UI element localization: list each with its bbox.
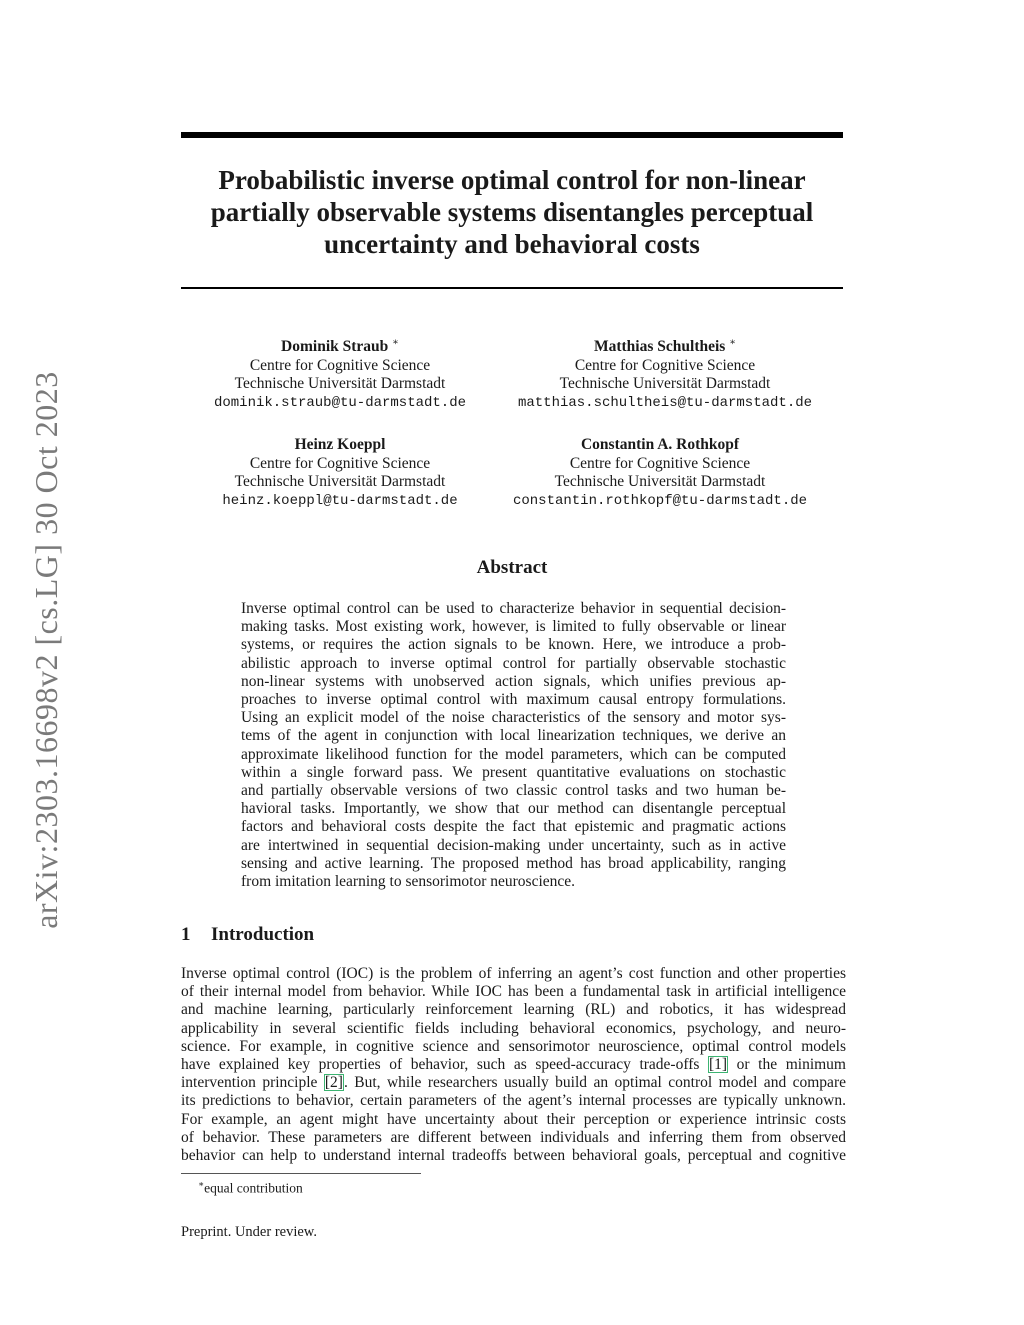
abstract-line: havioral tasks. Importantly, we show that our method can disentangle perceptual — [241, 800, 786, 818]
author-university: Technische Universität Darmstadt — [234, 473, 446, 490]
title-line: Probabilistic inverse optimal control for non-linear — [218, 165, 806, 195]
abstract-line: sensing and active learning. The proposed method has broad applicability, ranging — [241, 854, 786, 872]
abstract-line: from imitation learning to sensorimotor neuroscience. — [241, 873, 576, 891]
author-university: Technische Universität Darmstadt — [559, 375, 771, 393]
arxiv-identifier-stamp: arXiv:2303.16698v2 [cs.LG] 30 Oct 2023 — [28, 371, 64, 929]
intro-line: its predictions to behavior, certain parameters of the agent’s internal processes are typically unknown. — [181, 1092, 846, 1110]
author-affiliation: Centre for Cognitive Science — [249, 454, 431, 472]
abstract-line: approximate likelihood function for the model parameters, which can be computed — [241, 745, 786, 763]
introduction-paragraph — [181, 965, 846, 1165]
footnote — [198, 1179, 303, 1197]
footnote-rule — [181, 1173, 421, 1174]
abstract-line: systems, or requires the action signals to be known. Here, we introduce a prob- — [241, 636, 786, 654]
intro-line: applicability in several scientific fields including behavioral economics, psychology, and neuro- — [181, 1019, 846, 1037]
author-name: Dominik Straub — [281, 338, 389, 356]
equal-contribution-mark: ∗ — [392, 337, 399, 348]
intro-line — [181, 1074, 846, 1092]
footnote-text: equal contribution — [204, 1180, 303, 1196]
section-title: Introduction — [211, 924, 315, 945]
citation-link-2[interactable]: [2] — [324, 1074, 343, 1092]
intro-text: . But, while researchers usually build an optimal control model and compare — [343, 1074, 846, 1092]
section-number: 1 — [181, 924, 191, 945]
intro-line: behavior can help to understand internal tradeoffs between behavioral goals, perceptual and cognitive — [181, 1147, 846, 1165]
preprint-notice: Preprint. Under review. — [181, 1224, 317, 1240]
intro-line: Inverse optimal control (IOC) is the problem of inferring an agent’s cost function and other properties — [181, 965, 846, 982]
title-bottom-rule — [181, 287, 843, 289]
author-block-koeppl — [200, 436, 480, 510]
intro-text: intervention principle — [181, 1074, 324, 1092]
author-email[interactable]: heinz.koeppl@tu-darmstadt.de — [222, 492, 458, 509]
author-block-schultheis — [505, 334, 825, 412]
abstract-line: and partially observable versions of two classic control tasks and two human be- — [241, 782, 786, 800]
author-university: Technische Universität Darmstadt — [554, 473, 766, 490]
abstract-line: tems of the agent in conjunction with local linearization techniques, we derive an — [241, 727, 786, 745]
title-line: uncertainty and behavioral costs — [324, 229, 700, 259]
citation-link-1[interactable]: [1] — [709, 1056, 728, 1074]
abstract-heading: Abstract — [476, 557, 548, 578]
intro-line — [181, 1056, 846, 1074]
author-affiliation: Centre for Cognitive Science — [249, 356, 431, 374]
author-name: Matthias Schultheis — [593, 338, 726, 356]
intro-line: of their internal model from behavior. While IOC has been a fundamental task in artificial intelligence — [181, 983, 846, 1001]
footnote-mark: ∗ — [198, 1179, 205, 1189]
abstract-line: within a single forward pass. We present quantitative evaluations on stochastic — [241, 763, 786, 781]
author-affiliation: Centre for Cognitive Science — [574, 356, 756, 374]
author-affiliation: Centre for Cognitive Science — [569, 454, 751, 472]
abstract-line: are intertwined in sequential decision-making under uncertainty, such as in active — [241, 836, 786, 854]
intro-line: For example, an agent might have uncertainty about their perception or experience intrinsic costs — [181, 1110, 846, 1128]
intro-text: have explained key properties of behavior, such as speed-accuracy trade-offs — [181, 1056, 708, 1074]
abstract-line: abilistic approach to inverse optimal control for partially observable stochastic — [241, 654, 786, 672]
abstract-line: non-linear systems with unobserved action signals, which unifies previous ap- — [241, 672, 786, 690]
abstract-line: Inverse optimal control can be used to characterize behavior in sequential decision- — [241, 600, 786, 617]
abstract-body — [241, 600, 786, 891]
author-block-rothkopf — [490, 436, 830, 510]
author-name: Heinz Koeppl — [294, 436, 386, 453]
author-name: Constantin A. Rothkopf — [580, 436, 740, 453]
intro-text: or the minimum — [728, 1056, 846, 1074]
author-email[interactable]: constantin.rothkopf@tu-darmstadt.de — [512, 492, 808, 509]
author-university: Technische Universität Darmstadt — [234, 375, 446, 393]
intro-line: science. For example, in cognitive science and sensorimotor neuroscience, optimal control models — [181, 1037, 846, 1055]
title-line: partially observable systems disentangles perceptual — [210, 197, 814, 227]
abstract-line: factors and behavioral costs despite the fact that epistemic and pragmatic actions — [241, 818, 786, 836]
author-email[interactable]: matthias.schultheis@tu-darmstadt.de — [517, 394, 813, 411]
title-top-rule — [181, 132, 843, 138]
section-heading-introduction — [181, 924, 314, 946]
abstract-line: making tasks. Most existing work, however, is limited to fully observable or linear — [241, 618, 786, 636]
abstract-line: proaches to inverse optimal control with maximum causal entropy formulations. — [241, 691, 786, 709]
author-block-straub — [200, 334, 480, 412]
intro-line: and machine learning, particularly reinforcement learning (RL) and robotics, it has widespread — [181, 1001, 846, 1019]
paper-title — [181, 164, 843, 260]
abstract-line: Using an explicit model of the noise characteristics of the sensory and motor sys- — [241, 709, 786, 727]
author-email[interactable]: dominik.straub@tu-darmstadt.de — [213, 394, 467, 411]
equal-contribution-mark: ∗ — [729, 337, 736, 348]
intro-line: of behavior. These parameters are different between individuals and inferring them from observed — [181, 1128, 846, 1146]
